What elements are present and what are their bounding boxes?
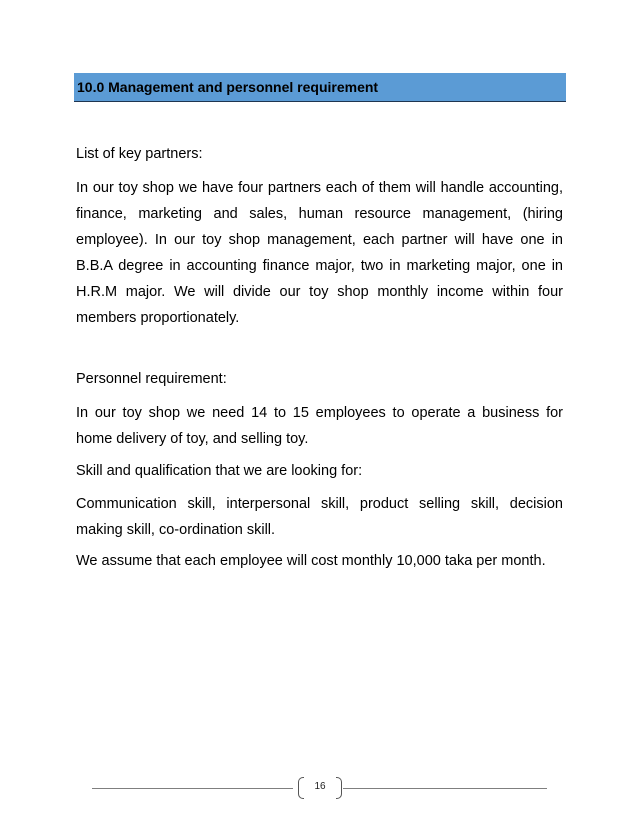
section-title: 10.0 Management and personnel requirement (77, 79, 379, 95)
employee-cost-text: We assume that each employee will cost monthly 10,000 taka per month. (76, 553, 546, 569)
footer-rule-left (92, 788, 293, 789)
personnel-paragraph: In our toy shop we need 14 to 15 employees to operate a business for home delivery of toy, and selling toy. (76, 405, 563, 447)
footer-rule-right (343, 788, 547, 789)
personnel-label: Personnel requirement: (76, 371, 227, 387)
page-number: 16 (314, 781, 326, 792)
partners-label: List of key partners: (76, 146, 203, 162)
skills-label: Skill and qualification that we are looking for: (76, 463, 363, 479)
page-number-bracket-right (336, 777, 342, 799)
section-heading (74, 73, 566, 102)
partners-paragraph: In our toy shop we have four partners each of them will handle accounting, finance, marketing and sales, human resource management, (hiring employee). In our toy shop management, each partner will have one in B.B.A degree in accounting finance major, two in marketing major, one in H.R.M major. We will divide our toy shop monthly income within four members proportionately. (76, 180, 563, 326)
skills-paragraph: Communication skill, interpersonal skill, product selling skill, decision making skill, co-ordination skill. (76, 496, 563, 538)
